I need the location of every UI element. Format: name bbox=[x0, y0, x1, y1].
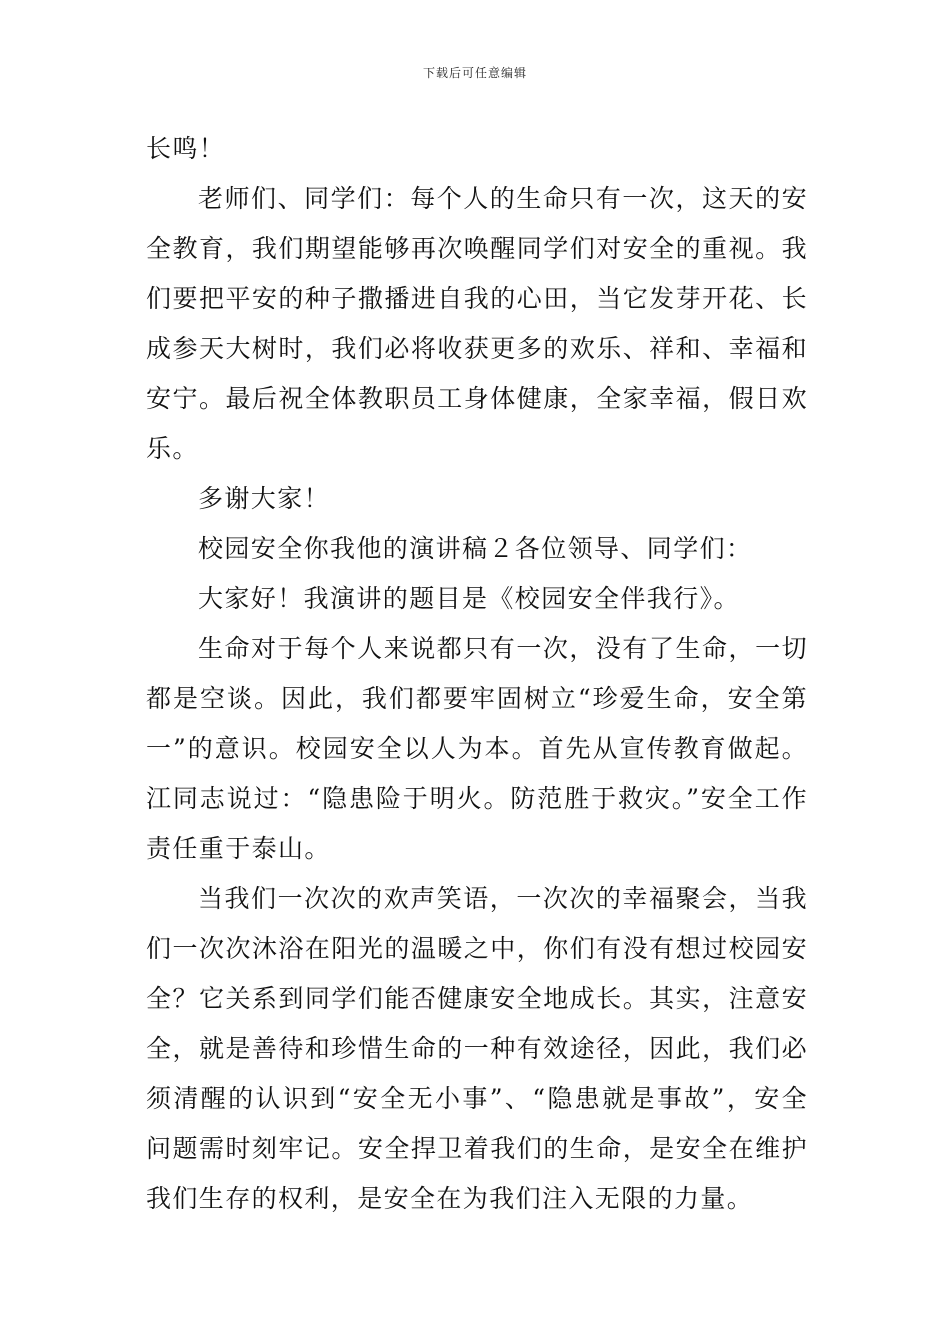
page-header: 下载后可任意编辑 bbox=[422, 66, 527, 80]
paragraph-3: 多谢大家！ bbox=[198, 484, 331, 513]
paragraph-6: 生命对于每个人来说都只有一次，没有了生命，一切都是空谈。因此，我们都要牢固树立“珍爱生命，安全第一”的意识。校园安全以人为本。首先从宣传教育做起。江同志说过：“隐患险于明火。防范胜于救灾。”安全工作责任重于泰山。 bbox=[146, 634, 808, 863]
paragraph-2: 老师们、同学们：每个人的生命只有一次，这天的安全教育，我们期望能够再次唤醒同学们对安全的重视。我们要把平安的种子撒播进自我的心田，当它发芽开花、长成参天大树时，我们必将收获更多的欢乐、祥和、幸福和安宁。最后祝全体教职员工身体健康，全家幸福，假日欢乐。 bbox=[146, 184, 808, 463]
paragraph-1: 长鸣！ bbox=[146, 134, 226, 163]
paragraph-5: 大家好！我演讲的题目是《校园安全伴我行》。 bbox=[198, 584, 740, 613]
paragraph-4: 校园安全你我他的演讲稿２各位领导、同学们： bbox=[198, 534, 753, 563]
paragraph-7: 当我们一次次的欢声笑语，一次次的幸福聚会，当我们一次次沐浴在阳光的温暖之中，你们有没有想过校园安全？它关系到同学们能否健康安全地成长。其实，注意安全，就是善待和珍惜生命的一种有效途径，因此，我们必须清醒的认识到“安全无小事”、“隐患就是事故”，安全问题需时刻牢记。安全捍卫着我们的生命，是安全在维护我们生存的权利，是安全在为我们注入无限的力量。 bbox=[146, 884, 808, 1213]
document-body bbox=[146, 124, 808, 1224]
